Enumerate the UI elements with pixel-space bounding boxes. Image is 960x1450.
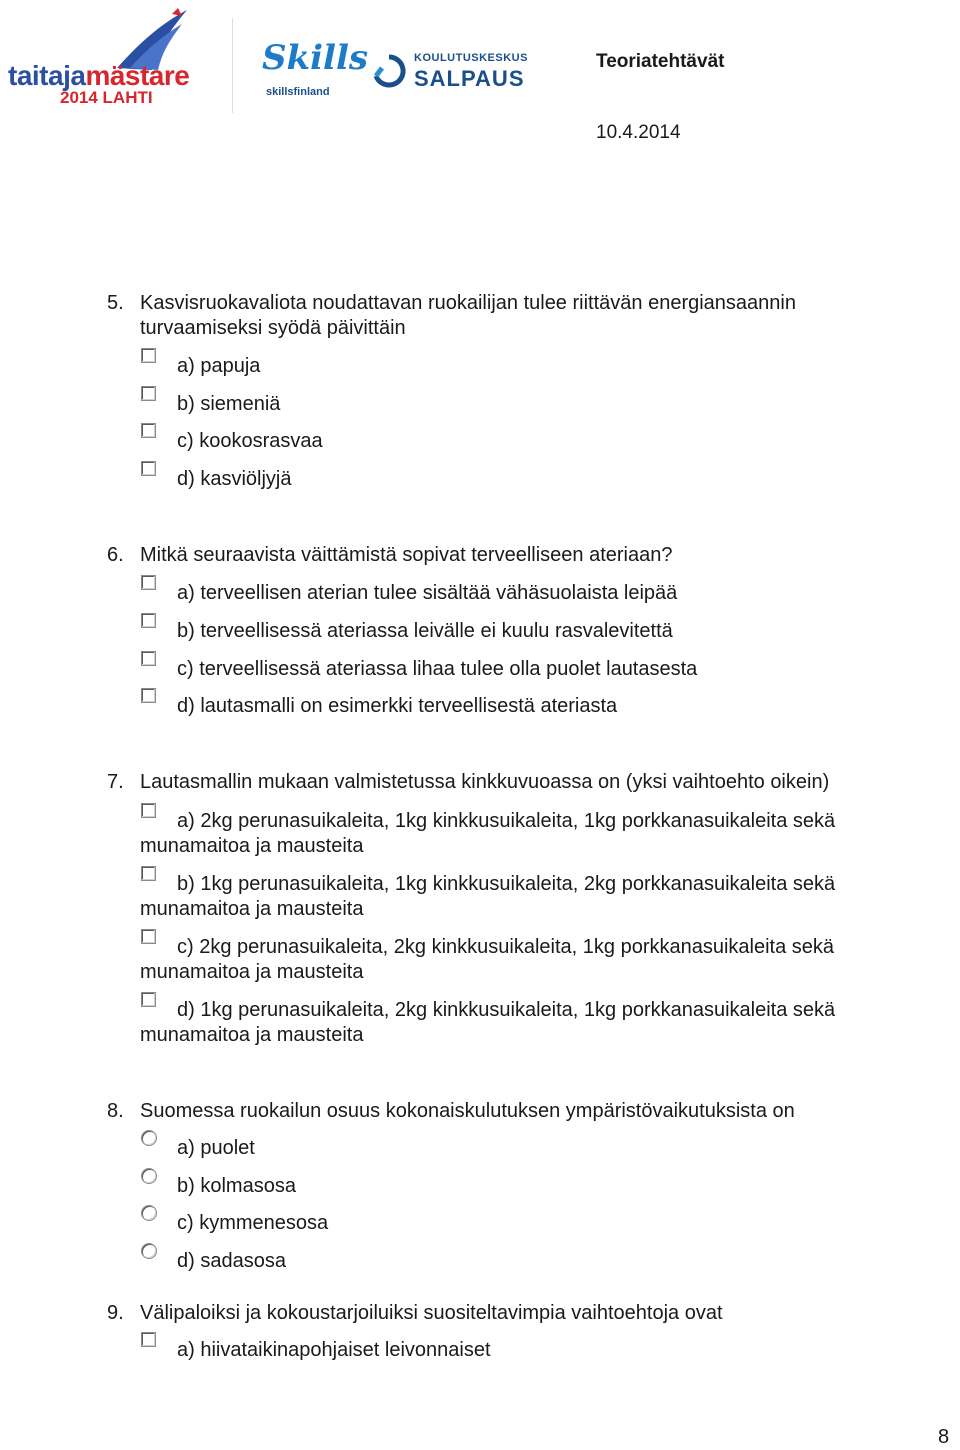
checkbox-q7-b[interactable]: [141, 866, 156, 881]
radio-q8-c[interactable]: [141, 1205, 157, 1221]
page-title: Teoriatehtävät: [596, 51, 725, 72]
option-label: a) terveellisen aterian tulee sisältää vähäsuolaista leipää: [177, 582, 678, 604]
question-text: Lautasmallin mukaan valmistetussa kinkkuvuoassa on (yksi vaihtoehto oikein): [140, 771, 830, 793]
salpaus-logo: [372, 48, 528, 98]
checkbox-q5-a[interactable]: [141, 348, 156, 363]
option-label: b) terveellisessä ateriassa leivälle ei kuulu rasvalevitettä: [177, 620, 673, 642]
taitaja-year: 2014 LAHTI: [60, 88, 153, 107]
taitaja-logo: [0, 0, 235, 120]
question-text-cont: turvaamiseksi syödä päivittäin: [140, 317, 406, 339]
radio-q8-d[interactable]: [141, 1243, 157, 1259]
salpaus-main-text: SALPAUS: [414, 66, 525, 91]
salpaus-emblem-icon: [372, 54, 406, 88]
option-label: b) kolmasosa: [177, 1175, 296, 1197]
option-label-cont: munamaitoa ja mausteita: [140, 1024, 364, 1046]
option-label: c) kymmenesosa: [177, 1212, 329, 1234]
checkbox-q7-a[interactable]: [141, 803, 156, 818]
question-text: Kasvisruokavaliota noudattavan ruokailijan tulee riittävän energiansaannin: [140, 292, 796, 314]
option-label: c) kookosrasvaa: [177, 430, 323, 452]
option-label: a) puolet: [177, 1137, 255, 1159]
skills-sub-text: skillsfinland: [266, 86, 330, 98]
option-label: a) hiivataikinapohjaiset leivonnaiset: [177, 1339, 491, 1361]
option-label-cont: munamaitoa ja mausteita: [140, 898, 364, 920]
radio-q8-a[interactable]: [141, 1130, 157, 1146]
option-label: c) 2kg perunasuikaleita, 2kg kinkkusuikaleita, 1kg porkkanasuikaleita sekä: [177, 936, 835, 958]
page-date: 10.4.2014: [596, 122, 681, 143]
checkbox-q6-a[interactable]: [141, 575, 156, 590]
page-number: 8: [938, 1426, 950, 1448]
skills-finland-logo: [258, 30, 369, 110]
checkbox-q7-c[interactable]: [141, 929, 156, 944]
question-number: 6.: [107, 544, 124, 566]
question-text: Mitkä seuraavista väittämistä sopivat terveelliseen ateriaan?: [140, 544, 673, 566]
question-number: 5.: [107, 292, 124, 314]
option-label: d) lautasmalli on esimerkki terveellisestä ateriasta: [177, 695, 618, 717]
option-label-cont: munamaitoa ja mausteita: [140, 835, 364, 857]
header-divider: [232, 18, 233, 113]
checkbox-q5-c[interactable]: [141, 423, 156, 438]
checkbox-q6-b[interactable]: [141, 613, 156, 628]
option-label: d) sadasosa: [177, 1250, 286, 1272]
checkbox-q7-d[interactable]: [141, 992, 156, 1007]
option-label: d) kasviöljyjä: [177, 468, 292, 490]
option-label: a) 2kg perunasuikaleita, 1kg kinkkusuikaleita, 1kg porkkanasuikaleita sekä: [177, 810, 836, 832]
checkbox-q6-d[interactable]: [141, 688, 156, 703]
option-label: b) 1kg perunasuikaleita, 1kg kinkkusuikaleita, 2kg porkkanasuikaleita sekä: [177, 873, 836, 895]
salpaus-top-text: KOULUTUSKESKUS: [414, 52, 528, 64]
option-label-cont: munamaitoa ja mausteita: [140, 961, 364, 983]
option-label: d) 1kg perunasuikaleita, 2kg kinkkusuikaleita, 1kg porkkanasuikaleita sekä: [177, 999, 836, 1021]
option-label: a) papuja: [177, 355, 261, 377]
question-number: 9.: [107, 1302, 124, 1324]
question-text: Välipaloiksi ja kokoustarjoiluiksi suositeltavimpia vaihtoehtoja ovat: [140, 1302, 723, 1324]
taitaja-wordmark: taitajamästare: [8, 60, 190, 91]
question-text: Suomessa ruokailun osuus kokonaiskulutuksen ympäristövaikutuksista on: [140, 1100, 795, 1122]
radio-q8-b[interactable]: [141, 1168, 157, 1184]
checkbox-q5-d[interactable]: [141, 461, 156, 476]
question-number: 8.: [107, 1100, 124, 1122]
checkbox-q5-b[interactable]: [141, 386, 156, 401]
skills-script-text: Skills: [262, 38, 369, 78]
option-label: b) siemeniä: [177, 393, 281, 415]
option-label: c) terveellisessä ateriassa lihaa tulee olla puolet lautasesta: [177, 658, 698, 680]
checkbox-q9-a[interactable]: [141, 1332, 156, 1347]
question-number: 7.: [107, 771, 124, 793]
checkbox-q6-c[interactable]: [141, 651, 156, 666]
